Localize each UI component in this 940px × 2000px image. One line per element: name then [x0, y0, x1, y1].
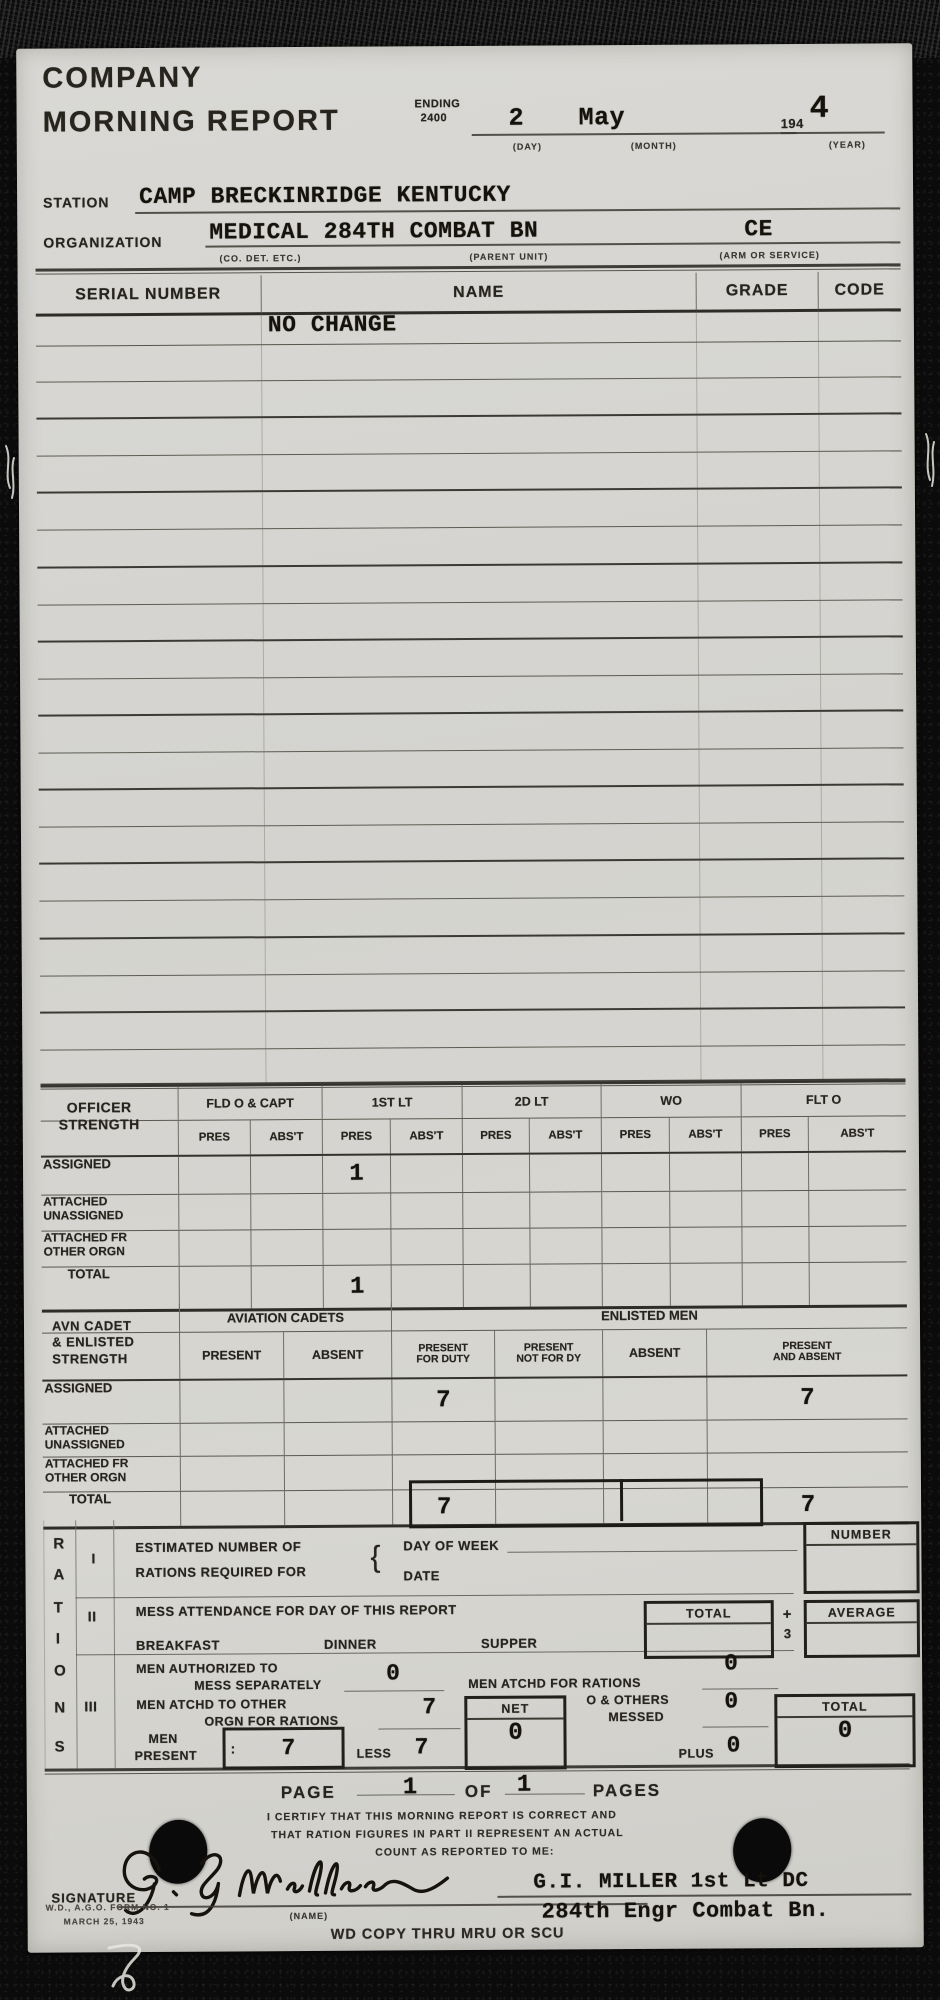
- o-and-others-line2: MESSED: [608, 1709, 665, 1725]
- roster-empty-row: [36, 377, 901, 419]
- officer-total-1stlt-pres: 1: [323, 1265, 391, 1307]
- roster-empty-row: [39, 897, 904, 939]
- pres-header: PRES: [178, 1120, 250, 1154]
- page-label: PAGE: [280, 1782, 336, 1803]
- men-present-value: 7: [281, 1735, 296, 1762]
- mess-total-box: TOTAL: [644, 1600, 774, 1659]
- enlisted-strength-table: [42, 1299, 908, 1529]
- pres-header: PRES: [601, 1118, 669, 1152]
- em-present-and-absent-header: PRESENT AND ABSENT: [706, 1328, 907, 1375]
- roster-empty-row: [38, 748, 903, 790]
- cert-line2: THAT RATION FIGURES IN PART II REPRESENT AN ACTUAL: [271, 1827, 624, 1842]
- officer-strength-table: [41, 1082, 907, 1312]
- signature-label: SIGNATURE: [51, 1890, 137, 1906]
- year-value: 4: [809, 89, 830, 127]
- officer-title-line2: STRENGTH: [58, 1115, 140, 1133]
- typed-officer-name: G.I. MILLER 1st Lt DC: [533, 1869, 809, 1895]
- officer-row-attached-unassigned: ATTACHED UNASSIGNED: [41, 1190, 906, 1231]
- org-sub-parent: (PARENT UNIT): [469, 251, 549, 262]
- rations-letter-s: S: [54, 1738, 66, 1756]
- arm-service-value: CE: [744, 216, 773, 243]
- film-scratch-right: [918, 430, 940, 500]
- roster-empty-row: [39, 823, 904, 865]
- roster-empty-row: [39, 786, 904, 828]
- enlisted-title: AVN CADET & ENLISTED STRENGTH: [51, 1318, 135, 1367]
- month-value: May: [578, 103, 626, 133]
- roster-empty-row: [39, 860, 904, 902]
- film-scratch-left: [0, 440, 24, 520]
- form-date: MARCH 25, 1943: [63, 1916, 145, 1927]
- enlisted-men-header: ENLISTED MEN: [391, 1299, 907, 1330]
- brace-glyph: {: [370, 1540, 382, 1574]
- officer-group-fldo: FLD O & CAPT: [178, 1086, 322, 1120]
- rations-letter-o: O: [54, 1662, 67, 1680]
- report-paper: [16, 43, 924, 1952]
- less-label: LESS: [356, 1746, 392, 1761]
- form-title-line1: COMPANY: [42, 61, 203, 95]
- men-present-line2: PRESENT: [134, 1748, 198, 1764]
- station-value: CAMP BRECKINRIDGE KENTUCKY: [139, 181, 512, 211]
- enlisted-total-emphasis-box: [409, 1478, 763, 1528]
- pages-label: PAGES: [592, 1780, 662, 1801]
- men-atchd-for-rations-label: MEN ATCHD FOR RATIONS: [468, 1675, 641, 1692]
- less-value: 7: [414, 1734, 429, 1761]
- men-authorized-line2: MESS SEPARATELY: [194, 1677, 322, 1693]
- roster-empty-row: [38, 637, 903, 679]
- station-label: STATION: [43, 194, 110, 211]
- roster-col-code: CODE: [818, 271, 901, 309]
- em-present-for-duty-header: PRESENT FOR DUTY: [391, 1331, 494, 1378]
- roster-blank-rows: [36, 340, 906, 1087]
- roster-col-serial: SERIAL NUMBER: [75, 285, 222, 303]
- abst-header: ABS'T: [250, 1120, 322, 1154]
- form-number: W.D., A.G.O. FORM NO. 1: [45, 1901, 170, 1913]
- enlisted-row-attached-unassigned: ATTACHED UNASSIGNED: [43, 1419, 908, 1457]
- roster-empty-row: [40, 934, 905, 976]
- organization-label: ORGANIZATION: [43, 233, 163, 251]
- enlisted-row-total: TOTAL 7 7: [43, 1487, 908, 1529]
- o-and-others-line1: O & OTHERS: [586, 1692, 670, 1708]
- rations-letter-r: R: [53, 1535, 65, 1553]
- roster-entry: NO CHANGE: [267, 311, 397, 339]
- officer-title-line1: OFFICER: [66, 1099, 132, 1116]
- roster-empty-row: [37, 526, 902, 568]
- men-atchd-for-rations-value: 0: [723, 1650, 739, 1677]
- part-iii-numeral: III: [84, 1698, 98, 1715]
- roster-empty-row: [37, 563, 902, 605]
- org-sub-co: (CO. DET. ETC.): [219, 253, 302, 264]
- men-present-box: : 7: [222, 1727, 344, 1770]
- em-present-not-for-dy-header: PRESENT NOT FOR DY: [494, 1330, 602, 1377]
- supper-label: SUPPER: [480, 1635, 538, 1651]
- roster-empty-row: [37, 452, 902, 494]
- enlisted-total-pa: 7: [707, 1487, 908, 1522]
- org-sub-arm: (ARM OR SERVICE): [719, 249, 820, 261]
- day-of-week-label: DAY OF WEEK: [403, 1537, 500, 1554]
- estimated-rations-line2: RATIONS REQUIRED FOR: [135, 1564, 307, 1581]
- officer-group-2dlt: 2D LT: [462, 1084, 601, 1118]
- roster-empty-row: [40, 971, 905, 1013]
- wd-copy-note: WD COPY THRU MRU OR SCU: [330, 1925, 565, 1943]
- pres-header: PRES: [322, 1119, 390, 1153]
- cert-line3: COUNT AS REPORTED TO ME:: [375, 1845, 555, 1859]
- pen-scratch-mark: [95, 1940, 185, 2000]
- avcadet-absent-header: ABSENT: [283, 1331, 391, 1378]
- abst-header: ABS'T: [669, 1117, 741, 1151]
- roster-empty-row: [37, 489, 902, 531]
- officer-group-wo: WO: [601, 1083, 741, 1117]
- part-ii-numeral: II: [87, 1608, 97, 1625]
- plus-label: PLUS: [678, 1746, 715, 1761]
- roster-empty-row: [36, 340, 901, 382]
- enlisted-total-pfd: 7: [392, 1490, 495, 1525]
- officer-row-assigned: ASSIGNED 1: [41, 1152, 906, 1195]
- page-value: 1: [402, 1774, 418, 1802]
- enlisted-assigned-pfd: 7: [391, 1379, 494, 1422]
- em-absent-header: ABSENT: [602, 1330, 706, 1377]
- roster-empty-row: [36, 415, 901, 457]
- divide-by-3: 3: [783, 1626, 792, 1642]
- avcadet-present-header: PRESENT: [179, 1332, 283, 1379]
- of-label: OF: [464, 1781, 493, 1802]
- men-authorized-line1: MEN AUTHORIZED TO: [136, 1661, 278, 1677]
- ending-label: ENDING: [414, 98, 461, 111]
- officer-assigned-1stlt-pres: 1: [322, 1155, 390, 1192]
- men-atchd-other-line2: ORGN FOR RATIONS: [204, 1713, 339, 1729]
- day-value: 2: [508, 103, 525, 133]
- atchd-other-value: 7: [422, 1694, 437, 1721]
- enlisted-row-attached-fr: ATTACHED FR OTHER ORGN: [43, 1452, 908, 1492]
- men-atchd-other-line1: MEN ATCHD TO OTHER: [136, 1697, 287, 1713]
- roster-empty-row: [38, 600, 903, 642]
- plus-value: 0: [726, 1732, 741, 1759]
- typed-unit: 284th Engr Combat Bn.: [541, 1897, 830, 1925]
- net-box: NET 0: [464, 1695, 566, 1770]
- enlisted-assigned-pa: 7: [706, 1376, 907, 1419]
- pres-header: PRES: [741, 1117, 808, 1151]
- rations-letter-a: A: [53, 1566, 65, 1584]
- aviation-cadets-header: AVIATION CADETS: [179, 1302, 391, 1331]
- officer-row-total: TOTAL 1: [42, 1262, 907, 1312]
- part-i-numeral: I: [91, 1550, 96, 1567]
- rations-letter-t: T: [53, 1599, 64, 1617]
- number-box: NUMBER: [803, 1521, 919, 1594]
- roster-col-name: NAME: [261, 273, 696, 313]
- pres-header: PRES: [462, 1119, 529, 1153]
- abst-header: ABS'T: [808, 1116, 906, 1151]
- roster-empty-row: [38, 674, 903, 716]
- roster-col-grade: GRADE: [696, 272, 818, 310]
- rations-total-box: TOTAL 0: [774, 1693, 915, 1768]
- mess-separately-value: 0: [386, 1660, 401, 1687]
- breakfast-label: BREAKFAST: [135, 1637, 220, 1654]
- date-label: DATE: [403, 1568, 441, 1584]
- rations-letter-n: N: [54, 1699, 66, 1717]
- cert-line1: I CERTIFY THAT THIS MORNING REPORT IS CORRECT AND: [266, 1809, 617, 1824]
- officer-strength-title: [59, 1099, 140, 1133]
- mess-attendance-title: MESS ATTENDANCE FOR DAY OF THIS REPORT: [135, 1602, 457, 1620]
- officer-row-attached-fr: ATTACHED FR OTHER ORGN: [41, 1226, 906, 1267]
- month-caption: (MONTH): [630, 140, 677, 152]
- estimated-rations-line1: ESTIMATED NUMBER OF: [135, 1539, 302, 1556]
- organization-value: MEDICAL 284TH COMBAT BN: [209, 217, 539, 246]
- rations-letter-i: I: [55, 1630, 61, 1648]
- day-caption: (DAY): [512, 141, 543, 152]
- average-box: AVERAGE: [804, 1599, 920, 1658]
- officer-group-1stlt: 1ST LT: [322, 1085, 462, 1119]
- enlisted-row-assigned: ASSIGNED 7 7: [42, 1376, 907, 1424]
- year-caption: (YEAR): [828, 139, 866, 150]
- roster-empty-row: [40, 1008, 905, 1050]
- year-prefix: 194: [780, 115, 804, 132]
- ending-2400-label: 2400: [420, 112, 448, 125]
- divide-sign: +: [782, 1606, 793, 1624]
- officer-group-flto: FLT O: [741, 1082, 906, 1116]
- men-present-line1: MEN: [148, 1731, 178, 1746]
- o-and-others-value: 0: [724, 1688, 739, 1715]
- pages-value: 1: [516, 1771, 532, 1799]
- dinner-label: DINNER: [323, 1636, 377, 1652]
- abst-header: ABS'T: [390, 1119, 462, 1153]
- name-caption: (NAME): [289, 1910, 329, 1922]
- abst-header: ABS'T: [529, 1118, 601, 1152]
- form-title-line2: MORNING REPORT: [42, 104, 340, 139]
- roster-empty-row: [38, 711, 903, 753]
